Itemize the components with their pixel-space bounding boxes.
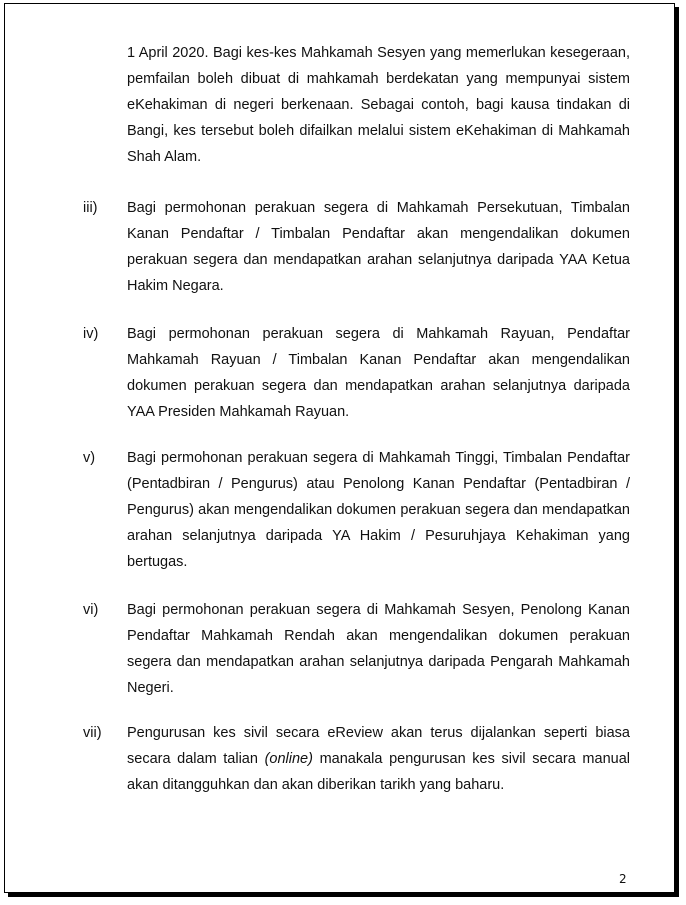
item-marker-vii: vii): [83, 725, 102, 741]
item-text-vii: [127, 720, 630, 798]
item-text-v: Bagi permohonan perakuan segera di Mahkamah Tinggi, Timbalan Pendaftar (Pentadbiran / Pengurus) atau Penolong Kanan Pendaftar (Pentadbiran / Pengurus) akan mengendalikan dokumen perakuan segera dan mendapatkan arahan selanjutnya daripada YA Hakim / Pesuruhjaya Kehakiman yang bertugas.: [127, 450, 630, 570]
item-text-vii-part2: manakala pengurusan kes sivil secara manual akan ditangguhkan dan akan diberikan tarikh yang baharu.: [127, 751, 630, 793]
item-marker-v: v): [83, 450, 96, 466]
intro-paragraph: 1 April 2020. Bagi kes-kes Mahkamah Sesyen yang memerlukan kesegeraan, pemfailan boleh dibuat di mahkamah berdekatan yang mempunyai sistem eKehakiman di negeri berkenaan. Sebagai contoh, bagi kausa tindakan di Bangi, kes tersebut boleh difailkan melalui sistem eKehakiman di Mahkamah Shah Alam.: [127, 45, 630, 165]
item-marker-iv: iv): [83, 326, 99, 342]
item-marker-vi: vi): [83, 602, 99, 618]
item-text-vii-italic: (online): [264, 751, 313, 767]
page-frame: [4, 3, 675, 893]
item-text-vii-part1: Pengurusan kes sivil secara eReview akan terus dijalankan seperti biasa secara dalam talian: [127, 725, 630, 767]
page-number: 2: [619, 872, 627, 886]
item-text-iii: Bagi permohonan perakuan segera di Mahkamah Persekutuan, Timbalan Kanan Pendaftar / Timbalan Pendaftar akan mengendalikan dokumen perakuan segera dan mendapatkan arahan selanjutnya daripada YAA Ketua Hakim Negara.: [127, 200, 630, 294]
item-text-iv: Bagi permohonan perakuan segera di Mahkamah Rayuan, Pendaftar Mahkamah Rayuan / Timbalan Kanan Pendaftar akan mengendalikan dokumen perakuan segera dan mendapatkan arahan selanjutnya daripada YAA Presiden Mahkamah Rayuan.: [127, 326, 630, 420]
item-text-vi: Bagi permohonan perakuan segera di Mahkamah Sesyen, Penolong Kanan Pendaftar Mahkamah Rendah akan mengendalikan dokumen perakuan segera dan mendapatkan arahan selanjutnya daripada Pengarah Mahkamah Negeri.: [127, 602, 630, 696]
item-marker-iii: iii): [83, 200, 98, 216]
